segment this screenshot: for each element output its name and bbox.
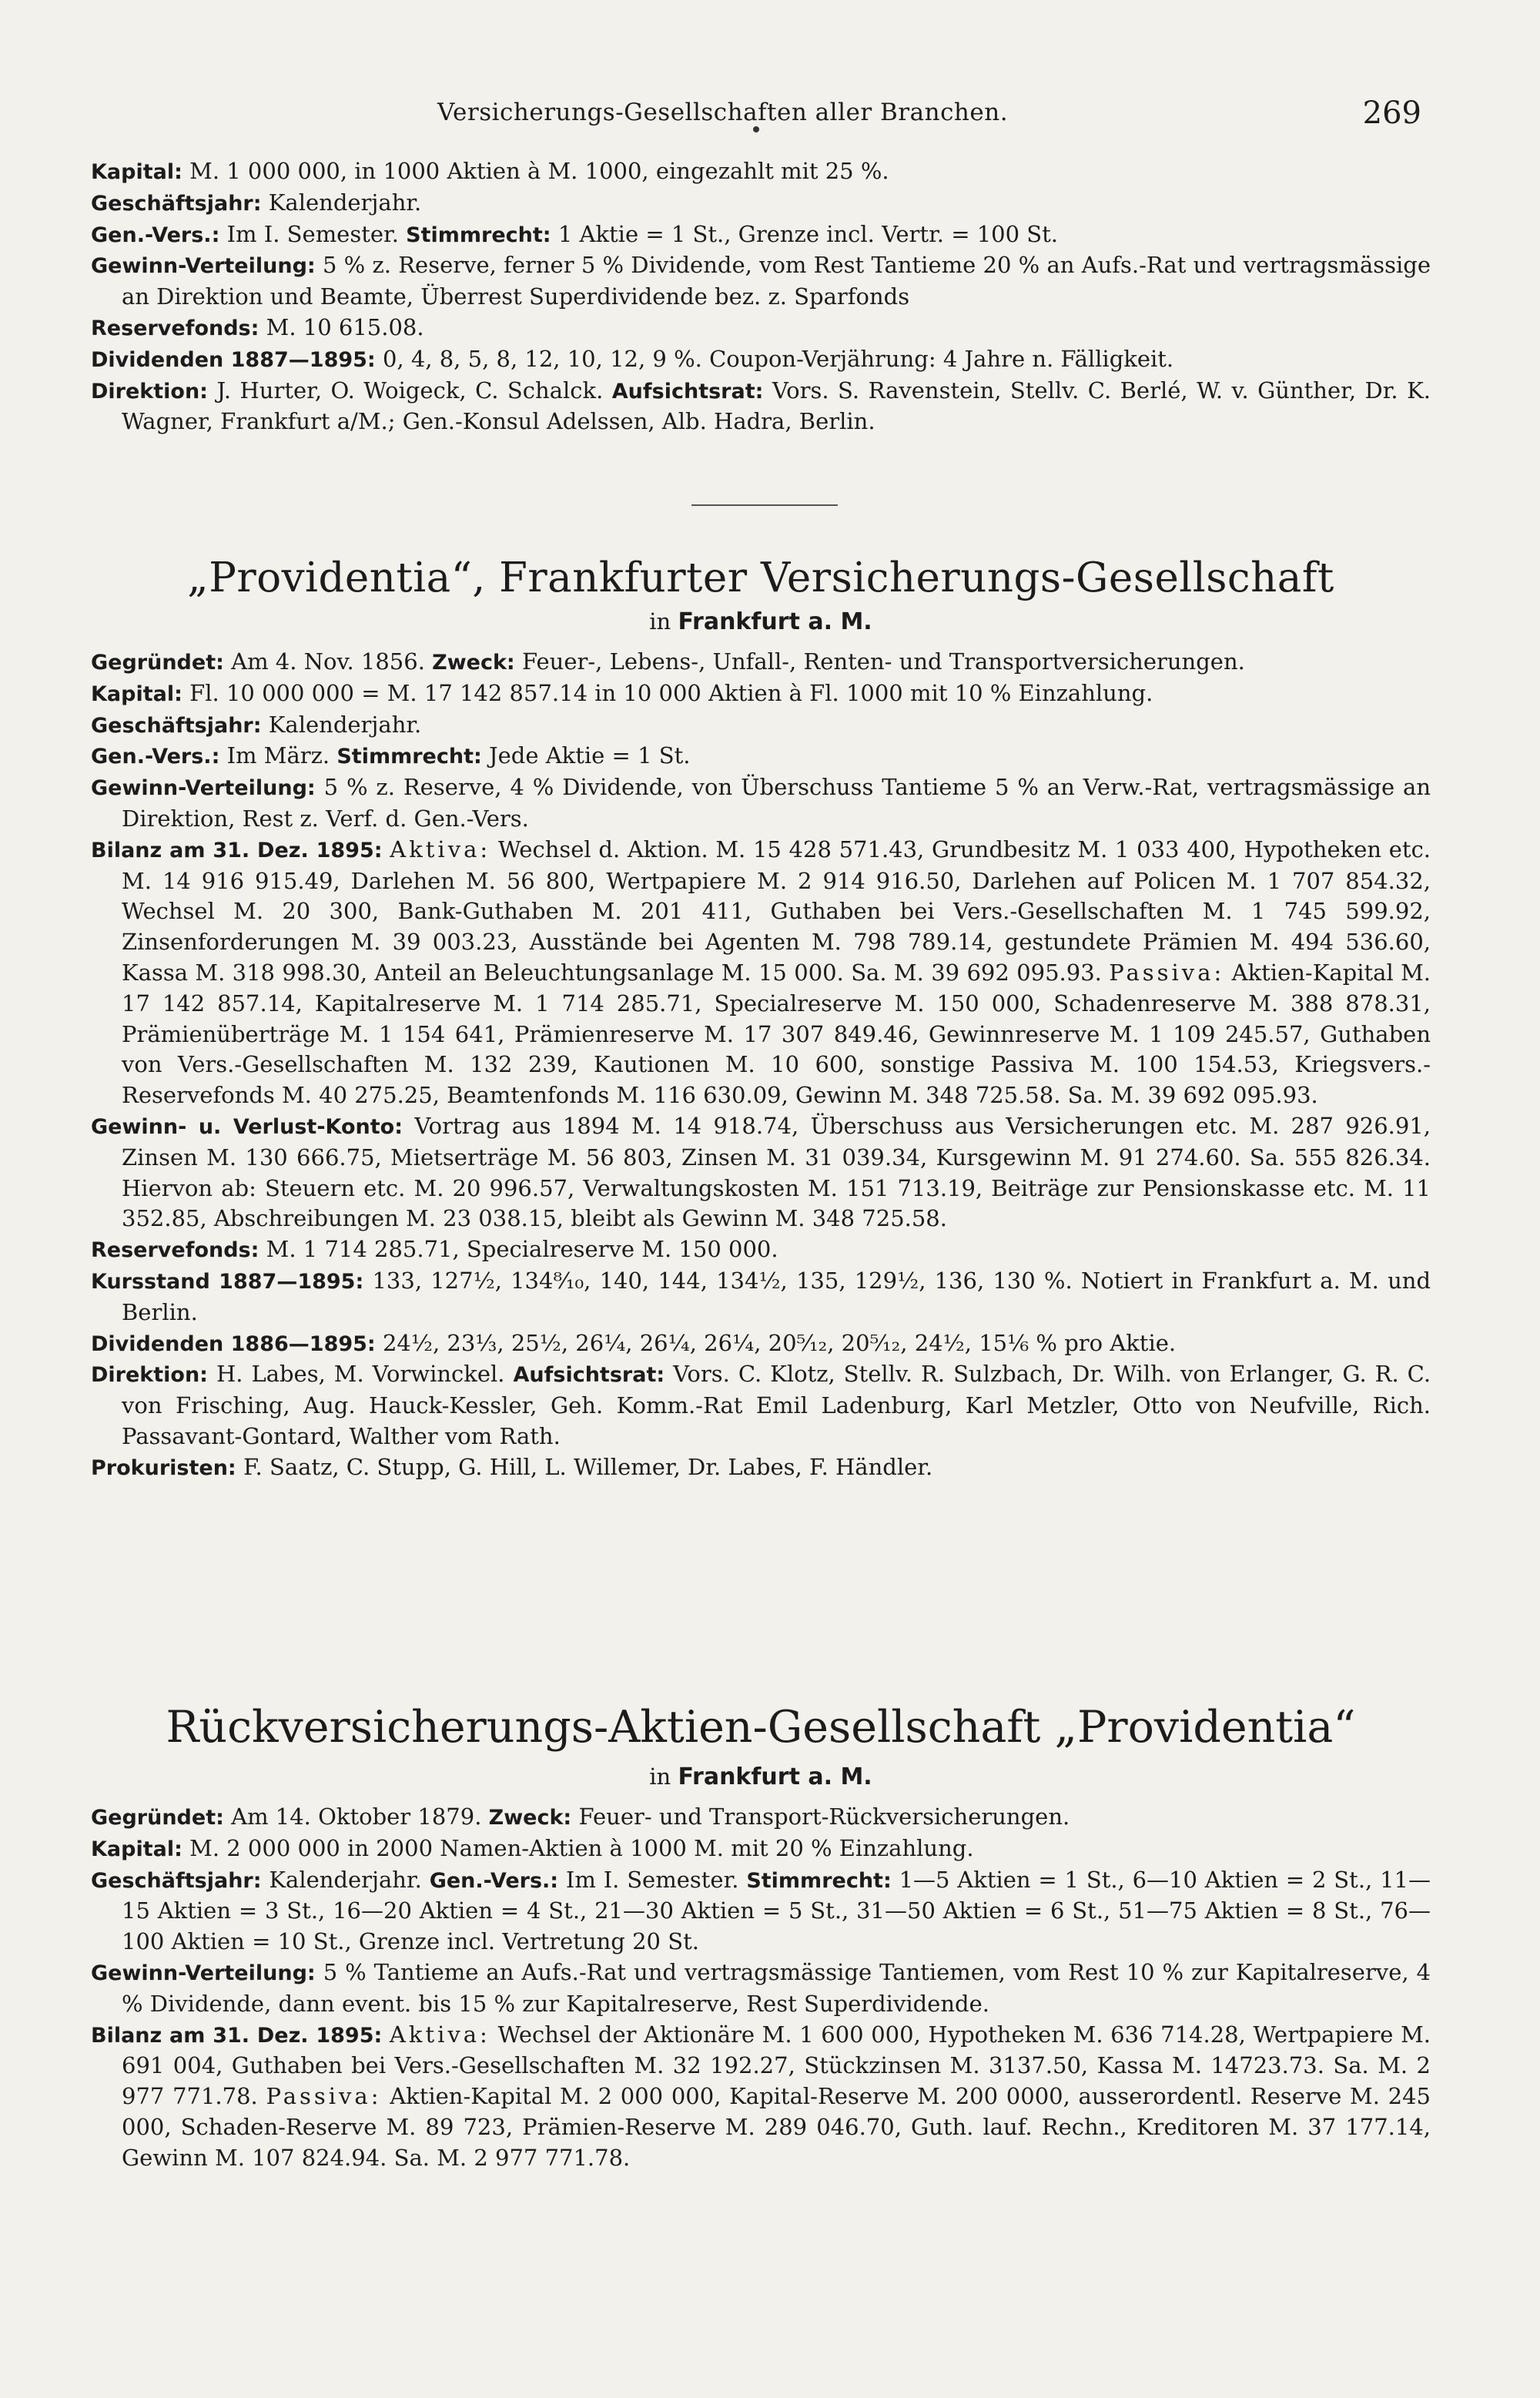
section-title-rueckversicherung: Rückversicherungs-Aktien-Gesellschaft „Providentia“ <box>166 1702 1356 1753</box>
geschaeftsjahr-line: Geschäftsjahr: Kalenderjahr. <box>91 711 422 738</box>
entry-rueckversicherung <box>91 1802 1431 2174</box>
section-title-providentia: „Providentia“, Frankfurter Versicherungs-Gesellschaft <box>187 554 1334 601</box>
geschaeftsjahr-line: Geschäftsjahr: Kalenderjahr. <box>91 189 422 216</box>
bilanz-line: Bilanz am 31. Dez. 1895: Aktiva: Wechsel d. Aktion. M. 15 428 571.43, Grundbesitz M. 1 033 400, Hypotheken etc. M. 14 916 915.49, Darlehen M. 56 800, Wertpapiere M. 2 914 916.50, Darlehen auf Policen M. 1 707 854.32, Wechsel M. 20 300, Bank-Guthaben M. 201 411, Guthaben bei Vers.-Gesellschaften M. 1 745 599.92, Zinsenforderungen M. 39 003.23, Ausstände bei Agenten M. 798 789.14, gestundete Prämien M. 494 536.60, Kassa M. 318 998.30, Anteil an Beleuchtungsanlage M. 15 000. Sa. M. 39 692 095.93. Passiva: Aktien-Kapital M. 17 142 857.14, Kapitalreserve M. 1 714 285.71, Specialreserve M. 150 000, Schadenreserve M. 388 878.31, Prämienüberträge M. 1 154 641, Prämienreserve M. 17 307 849.46, Gewinnreserve M. 1 109 245.57, Guthaben von Vers.-Gesellschaften M. 132 239, Kautionen M. 10 600, sonstige Passiva M. 100 154.53, Kriegsvers.-Reservefonds M. 40 275.25, Beamtenfonds M. 116 630.09, Gewinn M. 348 725.58. Sa. M. 39 692 095.93. <box>91 836 1431 1109</box>
gegruendet-line: Gegründet: Am 4. Nov. 1856. Zweck: Feuer-, Lebens-, Unfall-, Renten- und Transportversicherungen. <box>91 648 1245 675</box>
reservefonds-line: Reservefonds: M. 10 615.08. <box>91 313 424 340</box>
direktion-line: Direktion: H. Labes, M. Vorwinckel. Aufsichtsrat: Vors. C. Klotz, Stellv. R. Sulzbach, Dr. Wilh. von Erlanger, G. R. C. von Frisching, Aug. Hauck-Kessler, Geh. Komm.-Rat Emil Ladenburg, Karl Metzler, Otto von Neufville, Rich. Passavant-Gontard, Walther vom Rath. <box>91 1361 1431 1449</box>
page-number: 269 <box>1362 95 1421 131</box>
geschaeftsjahr-line: Geschäftsjahr: Kalenderjahr. Gen.-Vers.: Im I. Semester. Stimmrecht: 1—5 Aktien = 1 St., 6—10 Aktien = 2 St., 11—15 Aktien = 3 St., 16—20 Aktien = 4 St., 21—30 Aktien = 5 St., 31—50 Aktien = 6 St., 51—75 Aktien = 8 St., 76—100 Aktien = 10 St., Grenze incl. Vertretung 20 St. <box>91 1866 1431 1955</box>
gewinn-line: Gewinn-Verteilung: 5 % Tantieme an Aufs.-Rat und vertragsmässige Tantiemen, vom Rest 10 % zur Kapitalreserve, 4 % Dividende, dann event. bis 15 % zur Kapitalreserve, Rest Superdividende. <box>91 1958 1431 2017</box>
ink-dot <box>753 126 759 132</box>
section-separator <box>691 504 838 506</box>
kapital-line: Kapital: Fl. 10 000 000 = M. 17 142 857.14 in 10 000 Aktien à Fl. 1000 mit 10 % Einzahlung. <box>91 679 1153 706</box>
guv-line: Gewinn- u. Verlust-Konto: Vortrag aus 1894 M. 14 918.74, Überschuss aus Versicherungen etc. M. 287 926.91, Zinsen M. 130 666.75, Mietserträge M. 56 803, Zinsen M. 31 039.34, Kursgewinn M. 91 274.60. Sa. 555 826.34. Hiervon ab: Steuern etc. M. 20 996.57, Verwaltungskosten M. 151 713.19, Beiträge zur Pensionskasse etc. M. 11 352.85, Abschreibungen M. 23 038.15, bleibt als Gewinn M. 348 725.58. <box>91 1112 1431 1232</box>
kapital-line: Kapital: M. 2 000 000 in 2000 Namen-Aktien à 1000 M. mit 20 % Einzahlung. <box>91 1834 974 1861</box>
gegruendet-line: Gegründet: Am 14. Oktober 1879. Zweck: Feuer- und Transport-Rückversicherungen. <box>91 1804 1070 1830</box>
kursstand-line: Kursstand 1887—1895: 133, 127½, 134⁸⁄₁₀, 140, 144, 134½, 135, 129½, 136, 130 %. Notiert in Frankfurt a. M. und Berlin. <box>91 1267 1431 1325</box>
gewinn-line: Gewinn-Verteilung: 5 % z. Reserve, 4 % Dividende, von Überschuss Tantieme 5 % an Verw.-Rat, vertragsmässige an Direktion, Rest z. Verf. d. Gen.-Vers. <box>91 774 1431 832</box>
running-head <box>91 95 1431 145</box>
kapital-line: Kapital: M. 1 000 000, in 1000 Aktien à M. 1000, eingezahlt mit 25 %. <box>91 158 889 184</box>
dividenden-line: Dividenden 1886—1895: 24½, 23⅓, 25½, 26¼, 26¼, 26¼, 20⁵⁄₁₂, 20⁵⁄₁₂, 24½, 15⅙ % pro Aktie. <box>91 1329 1177 1356</box>
genvers-line: Gen.-Vers.: Im I. Semester. Stimmrecht: 1 Aktie = 1 St., Grenze incl. Vertr. = 100 St. <box>91 220 1059 247</box>
bilanz-line: Bilanz am 31. Dez. 1895: Aktiva: Wechsel der Aktionäre M. 1 600 000, Hypotheken M. 636 714.28, Wertpapiere M. 691 004, Guthaben bei Vers.-Gesellschaften M. 32 192.27, Stückzinsen M. 3137.50, Kassa M. 14723.73. Sa. M. 2 977 771.78. Passiva: Aktien-Kapital M. 2 000 000, Kapital-Reserve M. 200 0000, ausserordentl. Reserve M. 245 000, Schaden-Reserve M. 89 723, Prämien-Reserve M. 289 046.70, Guth. lauf. Rechn., Kreditoren M. 37 177.14, Gewinn M. 107 824.94. Sa. M. 2 977 771.78. <box>91 2021 1431 2171</box>
reservefonds-line: Reservefonds: M. 1 714 285.71, Specialreserve M. 150 000. <box>91 1236 778 1263</box>
running-title: Versicherungs-Gesellschaften aller Branchen. <box>437 99 1009 126</box>
dividenden-line: Dividenden 1887—1895: 0, 4, 8, 5, 8, 12, 10, 12, 9 %. Coupon-Verjährung: 4 Jahre n. Fälligkeit. <box>91 345 1174 372</box>
entry-continuation <box>91 156 1431 437</box>
section-subtitle-rueckversicherung: in Frankfurt a. M. <box>649 1763 872 1790</box>
gewinn-line: Gewinn-Verteilung: 5 % z. Reserve, ferner 5 % Dividende, vom Rest Tantieme 20 % an Aufs.-Rat und vertragsmässige an Direktion und Beamte, Überrest Superdividende bez. z. Sparfonds <box>91 252 1431 310</box>
genvers-line: Gen.-Vers.: Im März. Stimmrecht: Jede Aktie = 1 St. <box>91 742 691 769</box>
entry-providentia <box>91 647 1431 1484</box>
prokuristen-line: Prokuristen: F. Saatz, C. Stupp, G. Hill, L. Willemer, Dr. Labes, F. Händler. <box>91 1453 933 1480</box>
section-subtitle-providentia: in Frankfurt a. M. <box>649 608 872 635</box>
direktion-line: Direktion: J. Hurter, O. Woigeck, C. Schalck. Aufsichtsrat: Vors. S. Ravenstein, Stellv. C. Berlé, W. v. Günther, Dr. K. Wagner, Frankfurt a/M.; Gen.-Konsul Adelssen, Alb. Hadra, Berlin. <box>91 377 1431 435</box>
